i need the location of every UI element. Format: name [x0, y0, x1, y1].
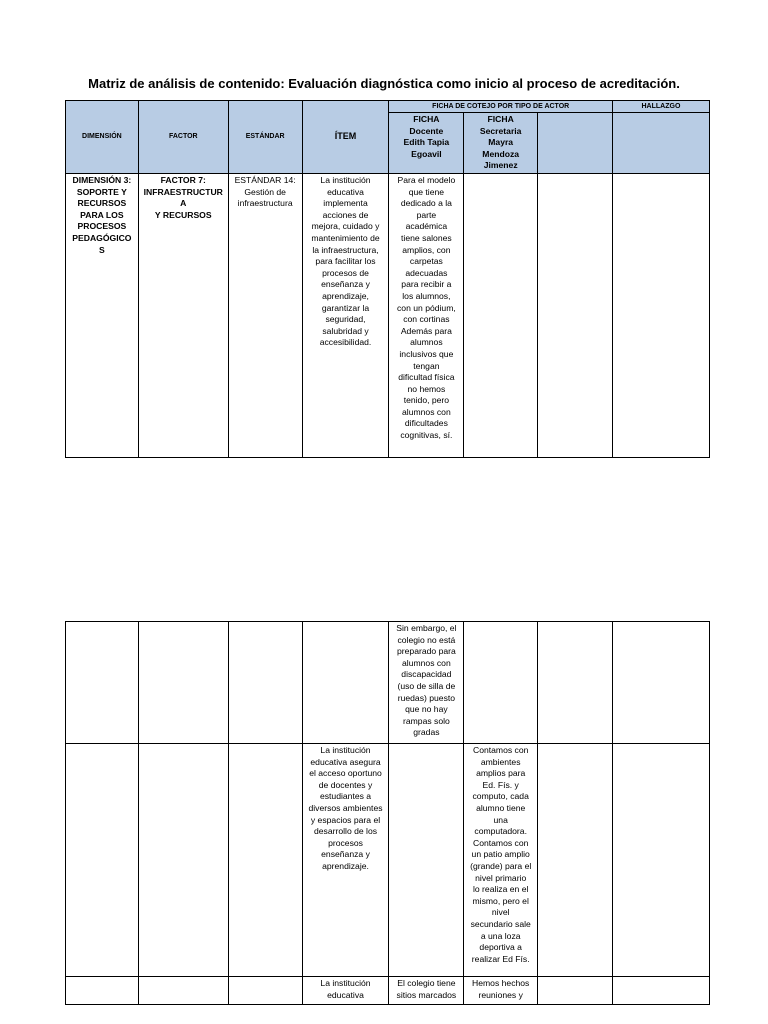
cell-empty — [538, 622, 613, 744]
header-empty-hallazgo — [612, 113, 709, 174]
cell-docente: El colegio tiene sitios marcados — [389, 977, 464, 1005]
table-row — [66, 977, 710, 1005]
header-ficha-secretaria: FICHA Secretaria Mayra Mendoza Jimenez — [464, 113, 538, 174]
cell-item: La institución educativa — [302, 977, 389, 1005]
cell-item: La institución educativa asegura el acceso oportuno de docentes y estudiantes a diversos ambientes y espacios para el desarrollo de los procesos enseñanza y aprendizaje. — [302, 744, 389, 977]
header-row-group — [66, 101, 710, 113]
header-ficha-docente: FICHA Docente Edith Tapia Egoavil — [389, 113, 464, 174]
table-row — [66, 744, 710, 977]
cell-secretaria — [464, 174, 538, 458]
cell-dimension — [66, 622, 139, 744]
cell-dimension: DIMENSIÓN 3: SOPORTE Y RECURSOS PARA LOS PROCESOS PEDAGÓGICO S — [66, 174, 139, 458]
header-empty-actor — [538, 113, 613, 174]
content-matrix-table-top — [65, 100, 710, 458]
header-dimension: DIMENSIÓN — [66, 101, 139, 174]
header-hallazgo: HALLAZGO — [612, 101, 709, 113]
cell-factor: FACTOR 7: INFRAESTRUCTURA Y RECURSOS — [138, 174, 228, 458]
cell-empty — [538, 744, 613, 977]
cell-item — [302, 622, 389, 744]
content-matrix-table-bottom — [65, 621, 710, 1005]
table-row — [66, 622, 710, 744]
cell-dimension — [66, 977, 139, 1005]
header-item: ÍTEM — [302, 101, 389, 174]
cell-empty — [538, 174, 613, 458]
cell-secretaria — [464, 622, 538, 744]
cell-factor — [138, 622, 228, 744]
cell-hallazgo — [612, 977, 709, 1005]
cell-estandar — [228, 744, 302, 977]
cell-hallazgo — [612, 744, 709, 977]
cell-secretaria: Contamos con ambientes amplios para Ed. Fís. y computo, cada alumno tiene una computadora. Contamos con un patio amplio (grande) para el nivel primario lo realiza en el mismo, pero el nivel secundario sale a una loza deportiva a realizar Ed Fís. — [464, 744, 538, 977]
document-title: Matriz de análisis de contenido: Evaluación diagnóstica como inicio al proceso de acreditación. — [88, 76, 680, 91]
cell-estandar — [228, 977, 302, 1005]
cell-dimension — [66, 744, 139, 977]
header-estandar: ESTÁNDAR — [228, 101, 302, 174]
cell-item: La institución educativa implementa acciones de mejora, cuidado y mantenimiento de la infraestructura, para facilitar los procesos de enseñanza y aprendizaje, garantizar la seguridad, salubridad y accesibilidad. — [302, 174, 389, 458]
header-ficha-group: FICHA DE COTEJO POR TIPO DE ACTOR — [389, 101, 612, 113]
cell-hallazgo — [612, 174, 709, 458]
cell-secretaria: Hemos hechos reuniones y — [464, 977, 538, 1005]
header-factor: FACTOR — [138, 101, 228, 174]
cell-estandar: ESTÁNDAR 14: Gestión de infraestructura — [228, 174, 302, 458]
cell-docente: Sin embargo, el colegio no está preparado para alumnos con discapacidad (uso de silla de ruedas) puesto que no hay rampas solo gradas — [389, 622, 464, 744]
cell-estandar — [228, 622, 302, 744]
cell-hallazgo — [612, 622, 709, 744]
cell-docente: Para el modelo que tiene dedicado a la parte académica tiene salones amplios, con carpetas adecuadas para recibir a los alumnos, con un pódium, con cortinas Además para alumnos inclusivos que tengan dificultad física no hemos tenido, pero alumnos con dificultades cognitivas, sí. — [389, 174, 464, 458]
cell-factor — [138, 977, 228, 1005]
cell-empty — [538, 977, 613, 1005]
table-row — [66, 174, 710, 458]
cell-docente — [389, 744, 464, 977]
cell-factor — [138, 744, 228, 977]
